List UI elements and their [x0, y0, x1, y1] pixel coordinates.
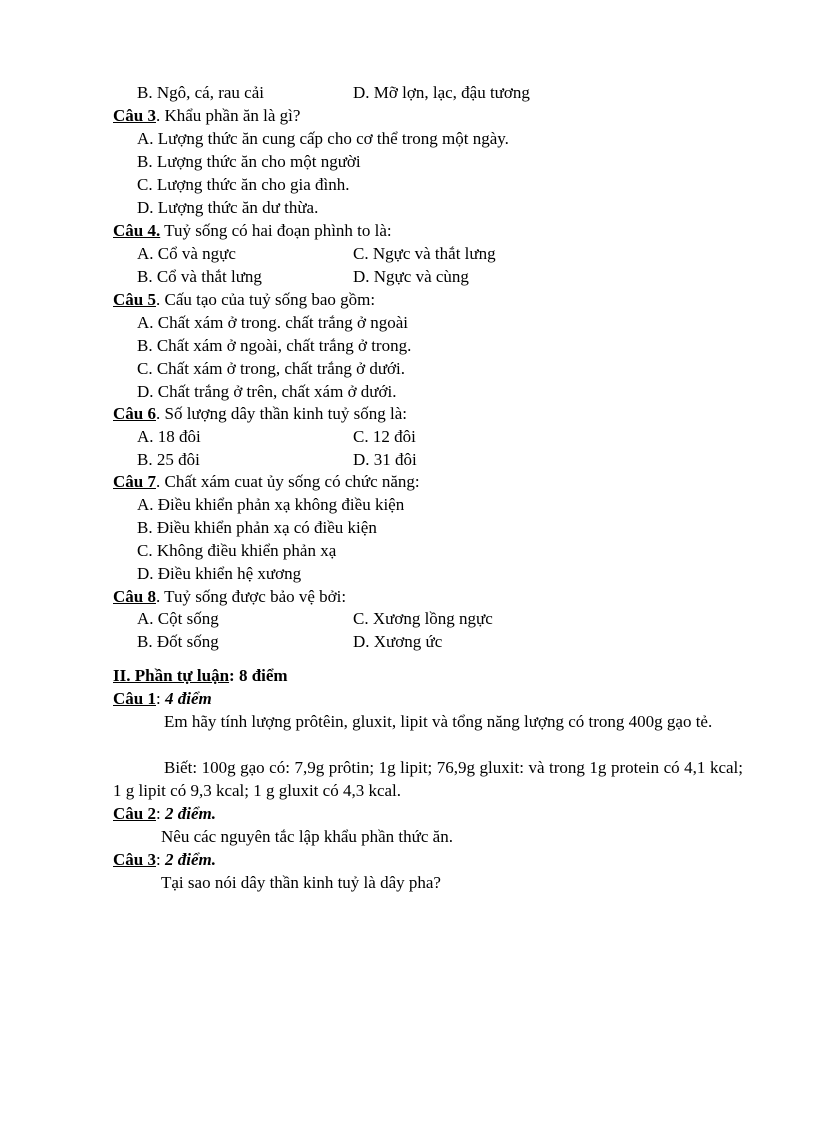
q3-option-c: C. Lượng thức ăn cho gia đình.: [137, 175, 350, 194]
q7-option-d: D. Điều khiển hệ xương: [137, 564, 302, 583]
separator: :: [155, 850, 165, 869]
question-text: Tuỷ sống có hai đoạn phình to là:: [160, 221, 392, 240]
question-3: [113, 104, 300, 127]
q4-option-d: D. Ngực và cùng: [353, 267, 469, 286]
question-6: [113, 402, 407, 425]
question-label: Câu 5: [113, 290, 156, 309]
q6-option-c: C. 12 đôi: [353, 427, 416, 446]
q8-option-b: B. Đốt sống: [137, 632, 219, 651]
separator: :: [155, 804, 165, 823]
q7-option-c: C. Không điều khiển phản xạ: [137, 541, 337, 560]
essay-question-3: [113, 848, 216, 871]
essay-points: 2 điểm.: [164, 804, 216, 823]
essay-1-paragraph-2: Biết: 100g gạo có: 7,9g prôtin; 1g lipit; 76,9g gluxit: và trong 1g protein có 4,1 kcal; 1 g lipit có 9,3 kcal; 1 g gluxit có 4,3 kcal.: [113, 758, 743, 800]
q4-option-a: A. Cổ và ngực: [137, 244, 236, 263]
essay-3-text: Tại sao nói dây thần kinh tuỷ là dây pha?: [161, 873, 441, 892]
q2-option-d: D. Mỡ lợn, lạc, đậu tương: [353, 83, 530, 102]
q5-option-c: C. Chất xám ở trong, chất trắng ở dưới.: [137, 359, 405, 378]
q3-option-b: B. Lượng thức ăn cho một người: [137, 152, 361, 171]
q7-option-a: A. Điều khiển phản xạ không điều kiện: [137, 495, 405, 514]
essay-label: Câu 1: [113, 689, 156, 708]
q4-option-c: C. Ngực và thắt lưng: [353, 244, 496, 263]
question-8: [113, 585, 346, 608]
q3-option-a: A. Lượng thức ăn cung cấp cho cơ thể trong một ngày.: [137, 129, 509, 148]
q4-option-b: B. Cổ và thắt lưng: [137, 267, 262, 286]
question-label: Câu 7: [113, 472, 156, 491]
essay-question-2: [113, 802, 216, 825]
question-label: Câu 6: [113, 404, 156, 423]
essay-1-paragraph-1: Em hãy tính lượng prôtêin, gluxit, lipit và tổng năng lượng có trong 400g gạo tẻ.: [164, 712, 713, 731]
question-label: Câu 4.: [113, 221, 161, 240]
q3-option-d: D. Lượng thức ăn dư thừa.: [137, 198, 319, 217]
q8-option-c: C. Xương lồng ngực: [353, 609, 493, 628]
question-text: . Khẩu phần ăn là gì?: [155, 106, 301, 125]
question-4: [113, 219, 392, 242]
essay-label: Câu 2: [113, 804, 156, 823]
question-text: . Số lượng dây thần kinh tuỷ sống là:: [155, 404, 407, 423]
question-text: . Chất xám cuat ủy sống có chức năng:: [155, 472, 420, 491]
question-label: Câu 8: [113, 587, 156, 606]
question-5: [113, 288, 375, 311]
q7-option-b: B. Điều khiển phản xạ có điều kiện: [137, 518, 377, 537]
essay-label: Câu 3: [113, 850, 156, 869]
question-text: . Cấu tạo của tuỷ sống bao gồm:: [155, 290, 376, 309]
question-7: [113, 470, 420, 493]
essay-2-text: Nêu các nguyên tắc lập khẩu phần thức ăn.: [161, 827, 453, 846]
q2-option-b: B. Ngô, cá, rau cải: [137, 83, 264, 102]
section-points: : 8 điểm: [229, 666, 288, 685]
essay-question-1: [113, 687, 212, 710]
q6-option-d: D. 31 đôi: [353, 450, 417, 469]
q6-option-a: A. 18 đôi: [137, 427, 201, 446]
question-text: . Tuỷ sống được bảo vệ bởi:: [155, 587, 347, 606]
separator: :: [155, 689, 165, 708]
q8-option-a: A. Cột sống: [137, 609, 219, 628]
question-label: Câu 3: [113, 106, 156, 125]
q5-option-a: A. Chất xám ở trong. chất trắng ở ngoài: [137, 313, 409, 332]
essay-points: 2 điểm.: [164, 850, 216, 869]
q8-option-d: D. Xương ức: [353, 632, 443, 651]
section-2-heading: [113, 664, 288, 687]
section-title: II. Phần tự luận: [113, 666, 230, 685]
essay-points: 4 điểm: [164, 689, 212, 708]
q6-option-b: B. 25 đôi: [137, 450, 200, 469]
q5-option-d: D. Chất trắng ở trên, chất xám ở dưới.: [137, 382, 397, 401]
q5-option-b: B. Chất xám ở ngoài, chất trắng ở trong.: [137, 336, 412, 355]
